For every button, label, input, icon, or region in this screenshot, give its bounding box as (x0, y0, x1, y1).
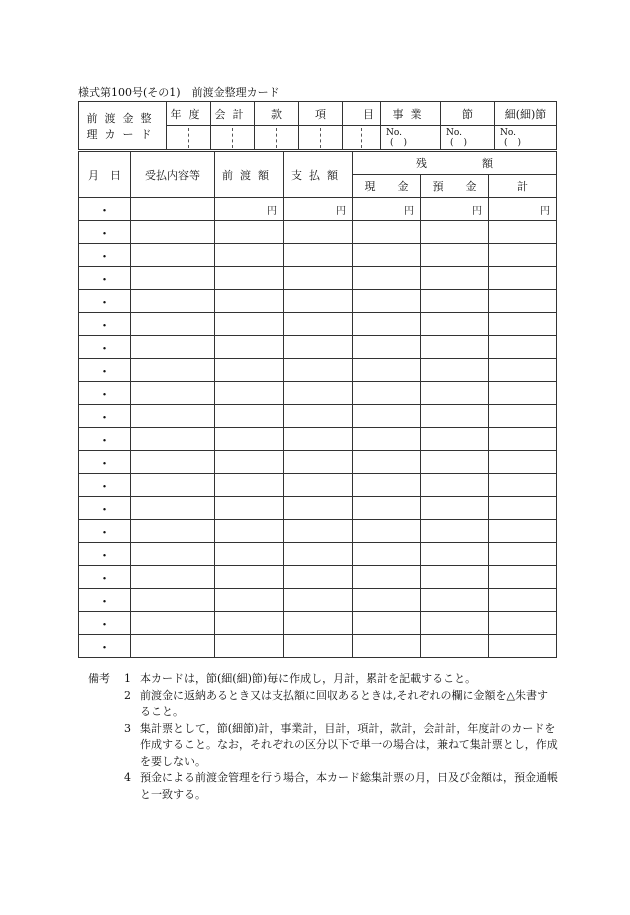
cash-cell (353, 221, 421, 244)
cash-cell (353, 359, 421, 382)
ledger-body (79, 198, 557, 658)
header-moku: 目 (343, 102, 381, 126)
payment-cell (284, 405, 353, 428)
note-number: 1 (124, 672, 131, 685)
total-cell (489, 336, 557, 359)
payment-cell (284, 612, 353, 635)
table-row (79, 382, 557, 405)
deposit-cell (421, 267, 489, 290)
col-cash: 現 金 (353, 175, 421, 198)
header-fiscal-year: 年度 (167, 102, 211, 126)
date-cell: ・ (79, 543, 131, 566)
advance-cell (215, 451, 284, 474)
deposit-cell (421, 336, 489, 359)
date-cell: ・ (79, 336, 131, 359)
deposit-cell (421, 359, 489, 382)
date-cell: ・ (79, 497, 131, 520)
subsection-no-label: No. (500, 127, 516, 138)
table-row (79, 589, 557, 612)
advance-cell (215, 635, 284, 658)
table-row (79, 520, 557, 543)
total-cell (489, 382, 557, 405)
table-row (79, 566, 557, 589)
col-month-day: 月 日 (79, 152, 131, 198)
table-row (79, 313, 557, 336)
deposit-cell (421, 520, 489, 543)
receipt-cell (131, 313, 215, 336)
notes-label: 備考 (88, 672, 110, 685)
table-row (79, 635, 557, 658)
payment-cell (284, 290, 353, 313)
cash-cell (353, 612, 421, 635)
advance-cell (215, 474, 284, 497)
date-cell: ・ (79, 566, 131, 589)
total-cell (489, 244, 557, 267)
date-cell: ・ (79, 405, 131, 428)
total-cell (489, 612, 557, 635)
total-cell (489, 520, 557, 543)
payment-cell (284, 474, 353, 497)
cash-cell (353, 405, 421, 428)
receipt-cell (131, 244, 215, 267)
cash-cell (353, 520, 421, 543)
advance-cell (215, 382, 284, 405)
total-cell (489, 359, 557, 382)
receipt-cell (131, 290, 215, 313)
receipt-cell (131, 589, 215, 612)
ledger-table (78, 151, 557, 658)
payment-cell (284, 382, 353, 405)
date-cell: ・ (79, 290, 131, 313)
deposit-cell (421, 405, 489, 428)
fiscal-year-value (167, 126, 211, 150)
total-cell (489, 221, 557, 244)
date-cell: ・ (79, 520, 131, 543)
payment-cell (284, 221, 353, 244)
advance-cell (215, 359, 284, 382)
setsu-no-paren: () (450, 137, 478, 148)
col-total: 計 (489, 175, 557, 198)
receipt-cell (131, 382, 215, 405)
header-kan: 款 (255, 102, 299, 126)
deposit-cell (421, 290, 489, 313)
note-number: 3 (124, 721, 131, 735)
payment-cell (284, 336, 353, 359)
payment-cell (284, 589, 353, 612)
total-cell (489, 451, 557, 474)
advance-cell (215, 267, 284, 290)
date-cell: ・ (79, 451, 131, 474)
total-cell (489, 589, 557, 612)
advance-cell (215, 336, 284, 359)
payment-cell (284, 520, 353, 543)
notes (88, 671, 558, 803)
project-no-paren: () (390, 137, 418, 148)
deposit-cell (421, 428, 489, 451)
header-kou: 項 (299, 102, 343, 126)
deposit-cell (421, 589, 489, 612)
payment-cell (284, 428, 353, 451)
date-cell: ・ (79, 221, 131, 244)
col-deposit: 預 金 (421, 175, 489, 198)
date-cell: ・ (79, 313, 131, 336)
advance-cell (215, 405, 284, 428)
advance-cell (215, 290, 284, 313)
table-row (79, 221, 557, 244)
moku-value (343, 126, 381, 150)
payment-cell (284, 313, 353, 336)
cash-cell (353, 566, 421, 589)
subsection-no-paren: () (504, 137, 532, 148)
date-cell: ・ (79, 244, 131, 267)
receipt-cell (131, 543, 215, 566)
cash-cell (353, 267, 421, 290)
cash-cell (353, 589, 421, 612)
date-cell: ・ (79, 382, 131, 405)
table-row (79, 336, 557, 359)
note-text: 前渡金に返納あるとき又は支払額に回収あるときは,それぞれの欄に金額を△朱書すること。 (140, 688, 548, 718)
note-item (124, 688, 558, 721)
advance-cell (215, 497, 284, 520)
kan-value (255, 126, 299, 150)
table-row (79, 290, 557, 313)
cash-cell (353, 497, 421, 520)
cash-cell (353, 336, 421, 359)
note-text: 集計票として，節(細節)計，事業計，目計，項計，款計，会計計，年度計のカードを作成すること。なお，それぞれの区分以下で単一の場合は，兼ねて集計票とし，作成を要しない。 (140, 721, 558, 768)
advance-cell (215, 589, 284, 612)
total-cell (489, 428, 557, 451)
cash-cell (353, 543, 421, 566)
payment-cell (284, 267, 353, 290)
note-number: 2 (124, 688, 131, 702)
header-setsu: 節 (441, 102, 495, 126)
col-payment-amount: 支払額 (284, 152, 353, 198)
total-cell (489, 635, 557, 658)
date-cell: ・ (79, 267, 131, 290)
project-no (381, 126, 441, 150)
total-cell: 円 (489, 198, 557, 221)
note-item (124, 721, 558, 771)
receipt-cell (131, 405, 215, 428)
receipt-cell (131, 428, 215, 451)
payment-cell (284, 543, 353, 566)
table-row (79, 474, 557, 497)
advance-cell (215, 313, 284, 336)
table-row (79, 198, 557, 221)
receipt-cell (131, 267, 215, 290)
cash-cell (353, 428, 421, 451)
receipt-cell (131, 566, 215, 589)
date-cell: ・ (79, 635, 131, 658)
card-label (79, 102, 167, 150)
deposit-cell (421, 451, 489, 474)
advance-cell (215, 612, 284, 635)
total-cell (489, 543, 557, 566)
header-subsection: 細(細)節 (495, 102, 557, 126)
deposit-cell (421, 244, 489, 267)
table-row (79, 451, 557, 474)
table-row (79, 612, 557, 635)
deposit-cell (421, 313, 489, 336)
note-text: 本カードは，節(細(細)節)毎に作成し，月計，累計を記載すること。 (140, 672, 477, 685)
col-advance-amount: 前渡額 (215, 152, 284, 198)
receipt-cell (131, 221, 215, 244)
total-cell (489, 313, 557, 336)
date-cell: ・ (79, 198, 131, 221)
payment-cell: 円 (284, 198, 353, 221)
deposit-cell (421, 221, 489, 244)
total-cell (489, 497, 557, 520)
advance-cell (215, 244, 284, 267)
card-label-line1: 前渡金整 (86, 111, 159, 125)
advance-cell: 円 (215, 198, 284, 221)
deposit-cell (421, 635, 489, 658)
total-cell (489, 267, 557, 290)
receipt-cell (131, 451, 215, 474)
cash-cell (353, 244, 421, 267)
receipt-cell (131, 336, 215, 359)
table-row (79, 543, 557, 566)
table-row (79, 244, 557, 267)
setsu-no (441, 126, 495, 150)
card-label-line2: 理カード (86, 127, 159, 141)
receipt-cell (131, 359, 215, 382)
deposit-cell (421, 474, 489, 497)
table-row (79, 497, 557, 520)
date-cell: ・ (79, 428, 131, 451)
table-row (79, 267, 557, 290)
payment-cell (284, 451, 353, 474)
cash-cell (353, 313, 421, 336)
header-account: 会計 (211, 102, 255, 126)
date-cell: ・ (79, 589, 131, 612)
receipt-cell (131, 497, 215, 520)
payment-cell (284, 635, 353, 658)
kou-value (299, 126, 343, 150)
advance-cell (215, 428, 284, 451)
total-cell (489, 290, 557, 313)
col-receipt-details: 受払内容等 (131, 152, 215, 198)
note-number: 4 (124, 771, 131, 784)
table-row (79, 405, 557, 428)
col-balance: 残 額 (353, 152, 557, 175)
receipt-cell (131, 635, 215, 658)
date-cell: ・ (79, 359, 131, 382)
note-item (124, 770, 558, 803)
advance-cell (215, 543, 284, 566)
deposit-cell (421, 612, 489, 635)
payment-cell (284, 244, 353, 267)
total-cell (489, 566, 557, 589)
payment-cell (284, 497, 353, 520)
advance-cell (215, 520, 284, 543)
cash-cell (353, 382, 421, 405)
cash-cell (353, 474, 421, 497)
date-cell: ・ (79, 474, 131, 497)
deposit-cell (421, 543, 489, 566)
receipt-cell (131, 198, 215, 221)
cash-cell (353, 290, 421, 313)
deposit-cell (421, 497, 489, 520)
advance-cell (215, 566, 284, 589)
cash-cell: 円 (353, 198, 421, 221)
note-item (124, 671, 558, 688)
deposit-cell: 円 (421, 198, 489, 221)
total-cell (489, 405, 557, 428)
deposit-cell (421, 382, 489, 405)
form-title: 様式第100号(その1) 前渡金整理カード (78, 86, 280, 99)
subsection-no (495, 126, 557, 150)
cash-cell (353, 451, 421, 474)
payment-cell (284, 566, 353, 589)
total-cell (489, 474, 557, 497)
receipt-cell (131, 520, 215, 543)
project-no-label: No. (386, 127, 402, 138)
table-row (79, 428, 557, 451)
cash-cell (353, 635, 421, 658)
account-value (211, 126, 255, 150)
setsu-no-label: No. (446, 127, 462, 138)
note-text: 預金による前渡金管理を行う場合，本カード総集計票の月，日及び金額は，預金通帳と一致する。 (140, 771, 558, 801)
deposit-cell (421, 566, 489, 589)
header-project: 事業 (381, 102, 441, 126)
date-cell: ・ (79, 612, 131, 635)
table-row (79, 359, 557, 382)
receipt-cell (131, 474, 215, 497)
receipt-cell (131, 612, 215, 635)
payment-cell (284, 359, 353, 382)
card-header-table (78, 101, 557, 150)
advance-cell (215, 221, 284, 244)
